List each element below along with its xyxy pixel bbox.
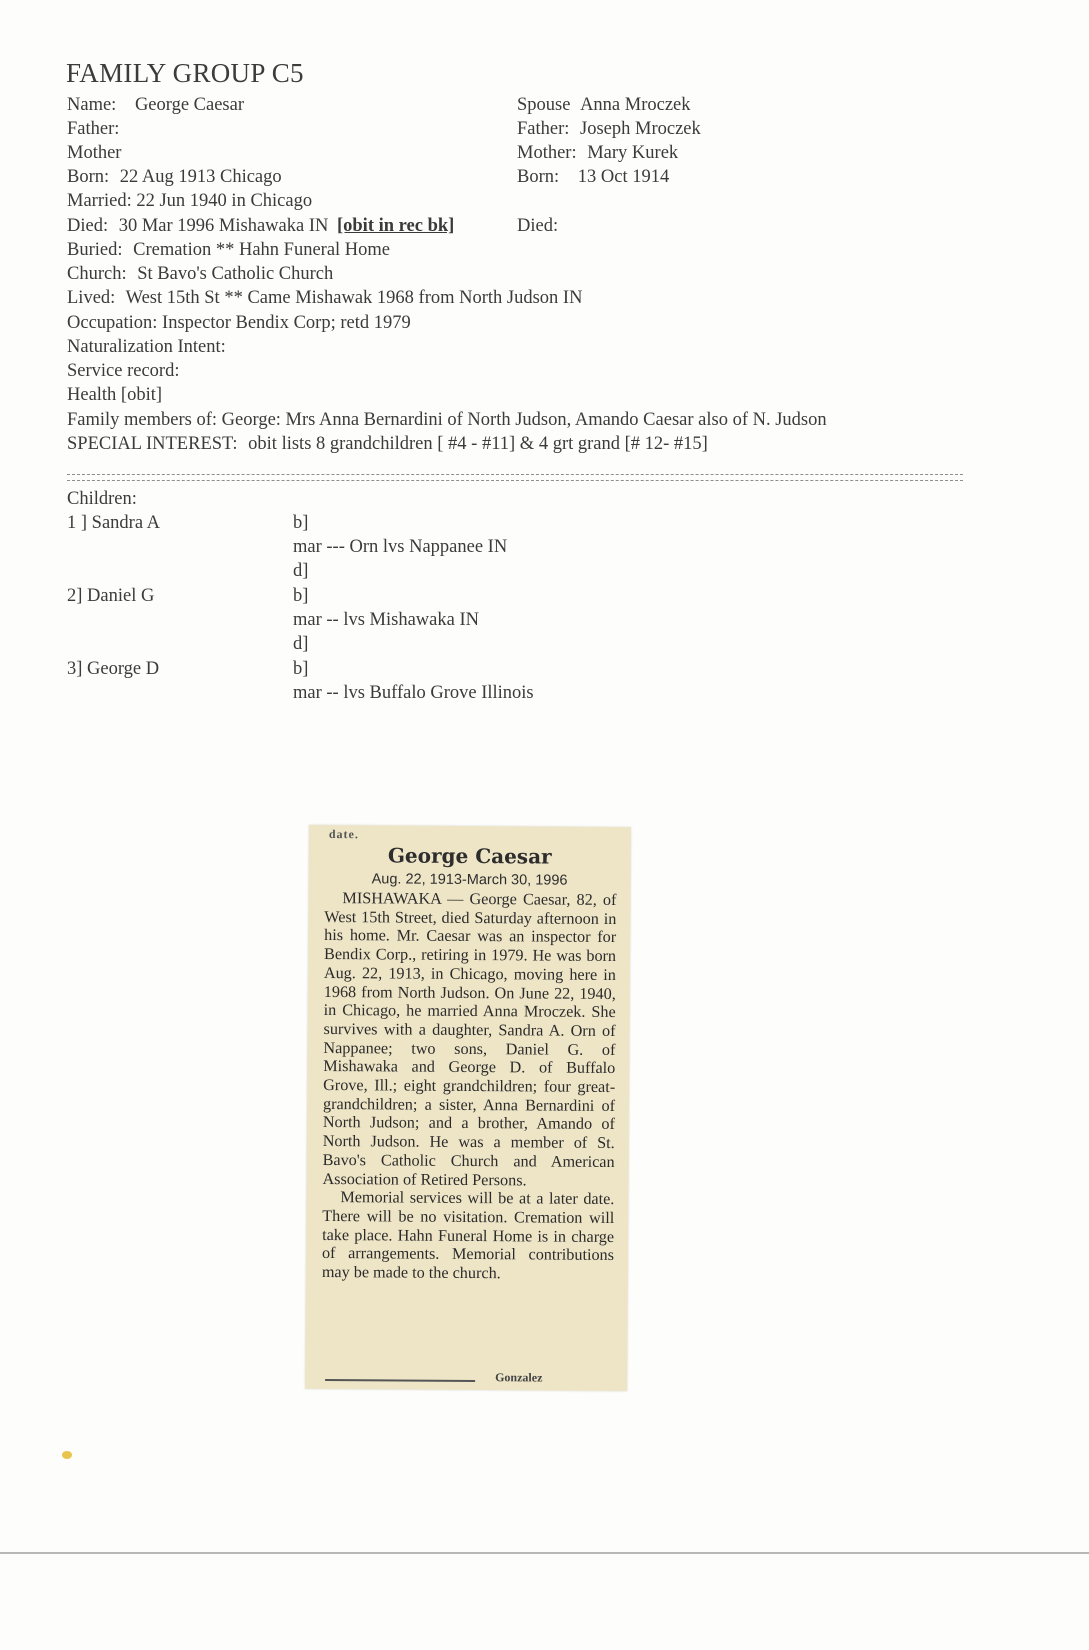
child-name: 3] George D (67, 659, 160, 679)
name-row (67, 95, 244, 116)
obituary-paragraph: MISHAWAKA — George Caesar, 82, of West 15th Street, died Saturday afternoon in his home. Mr. Caesar was an inspector for Bendix Corp., retiring in 1979. He was born Aug. 22, 1913, in Chicago, moving here in 1968 from North Judson. On June 22, 1940, in Chicago, he married Anna Mroczek. She survives with a daughter, Sandra A. Orn of Nappanee; two sons, Daniel G. of Mishawaka and George D. of Buffalo Grove, Ill.; eight grandchildren; four great-grandchildren; a sister, Anna Bernardini of North Judson; and a brother, Amando of North Judson. He was a member of St. Bavo's Catholic Church and American Association of Retired Persons. (322, 889, 617, 1189)
lived-label: Lived: (67, 288, 116, 308)
spouse-born-row (517, 167, 669, 188)
child-marriage: mar -- lvs Mishawaka IN (293, 610, 479, 630)
died-value: 30 Mar 1996 Mishawaka IN (118, 216, 329, 236)
service-label: Service record: (67, 361, 180, 381)
special-interest-value: obit lists 8 grandchildren [ #4 - #11] & 4 grt grand [# 12- #15] (248, 434, 708, 454)
spouse-mother-row (517, 143, 678, 164)
child-marriage: mar -- lvs Buffalo Grove Illinois (293, 683, 534, 703)
scan-edge-line (0, 1552, 1089, 1554)
clipping-top-fragment: date. (328, 827, 359, 842)
died-label: Died: (67, 216, 109, 236)
family-label: Family members of: (67, 410, 218, 430)
spouse-father-label: Father: (517, 119, 570, 139)
buried-value: Cremation ** Hahn Funeral Home (133, 240, 391, 260)
clipping-bottom-fragment: Gonzalez (495, 1370, 543, 1385)
born-row (67, 167, 282, 188)
yellow-mark (62, 1451, 72, 1459)
name-label: Name: (67, 95, 117, 115)
spouse-born-value: 13 Oct 1914 (577, 167, 670, 187)
child-death: d] (293, 634, 309, 654)
born-value: 22 Aug 1913 Chicago (119, 167, 282, 187)
spouse-born-label: Born: (517, 167, 560, 187)
buried-label: Buried: (67, 240, 123, 260)
spouse-died-row (517, 216, 558, 237)
died-row (67, 216, 454, 237)
spouse-mother-value: Mary Kurek (587, 143, 679, 163)
spouse-mother-label: Mother: (517, 143, 577, 163)
occupation-row (67, 313, 411, 334)
name-value: George Caesar (134, 95, 245, 115)
child-marriage: mar --- Orn lvs Nappanee IN (293, 537, 508, 557)
church-row (67, 264, 333, 285)
health-row (67, 385, 162, 406)
spouse-died-label: Died: (517, 216, 559, 236)
mother-row (67, 143, 121, 164)
service-row (67, 361, 179, 382)
naturalization-label: Naturalization Intent: (67, 337, 226, 357)
spouse-row (517, 95, 691, 116)
child-birth: b] (293, 586, 309, 606)
church-value: St Bavo's Catholic Church (137, 264, 334, 284)
spouse-father-row (517, 119, 701, 140)
obit-reference-link: [obit in rec bk] (336, 216, 455, 236)
obituary-headline: George Caesar (387, 843, 552, 869)
obituary-paragraph: Memorial services will be at a later date. There will be no visitation. Cremation will take place. Hahn Funeral Home is in charge of arrangements. Memorial contributions may be made to the church. (321, 1188, 615, 1283)
married-row (67, 191, 312, 212)
clipping-bottom-edge (325, 1370, 575, 1387)
lived-value: West 15th St ** Came Mishawak 1968 from North Judson IN (125, 288, 583, 308)
born-label: Born: (67, 167, 110, 187)
page-title: FAMILY GROUP C5 (66, 58, 304, 88)
naturalization-row (67, 337, 226, 358)
clipping-rule (325, 1379, 475, 1382)
special-interest-row (67, 434, 708, 455)
occupation-label: Occupation: (67, 313, 158, 333)
child-death: d] (293, 561, 309, 581)
spouse-value: Anna Mroczek (580, 95, 691, 115)
married-value: 22 Jun 1940 in Chicago (136, 191, 313, 211)
health-label: Health [obit] (67, 385, 163, 405)
buried-row (67, 240, 390, 261)
father-row (67, 119, 119, 140)
child-birth: b] (293, 513, 309, 533)
child-birth: b] (293, 659, 309, 679)
obituary-dates: Aug. 22, 1913-March 30, 1996 (371, 871, 568, 889)
child-name: 2] Daniel G (67, 586, 155, 606)
children-header: Children: (67, 489, 137, 509)
special-interest-label: SPECIAL INTEREST: (67, 434, 238, 454)
family-value: George: Mrs Anna Bernardini of North Judson, Amando Caesar also of N. Judson (221, 410, 827, 430)
obituary-clipping (305, 825, 631, 1391)
family-row (67, 410, 827, 431)
spouse-label: Spouse (517, 95, 571, 115)
spouse-father-value: Joseph Mroczek (580, 119, 701, 139)
father-label: Father: (67, 119, 120, 139)
section-divider (67, 474, 963, 481)
occupation-value: Inspector Bendix Corp; retd 1979 (162, 313, 411, 333)
married-label: Married: (67, 191, 132, 211)
obituary-body (322, 889, 617, 1284)
mother-label: Mother (67, 143, 122, 163)
church-label: Church: (67, 264, 127, 284)
lived-row (67, 288, 582, 309)
child-name: 1 ] Sandra A (67, 513, 160, 533)
